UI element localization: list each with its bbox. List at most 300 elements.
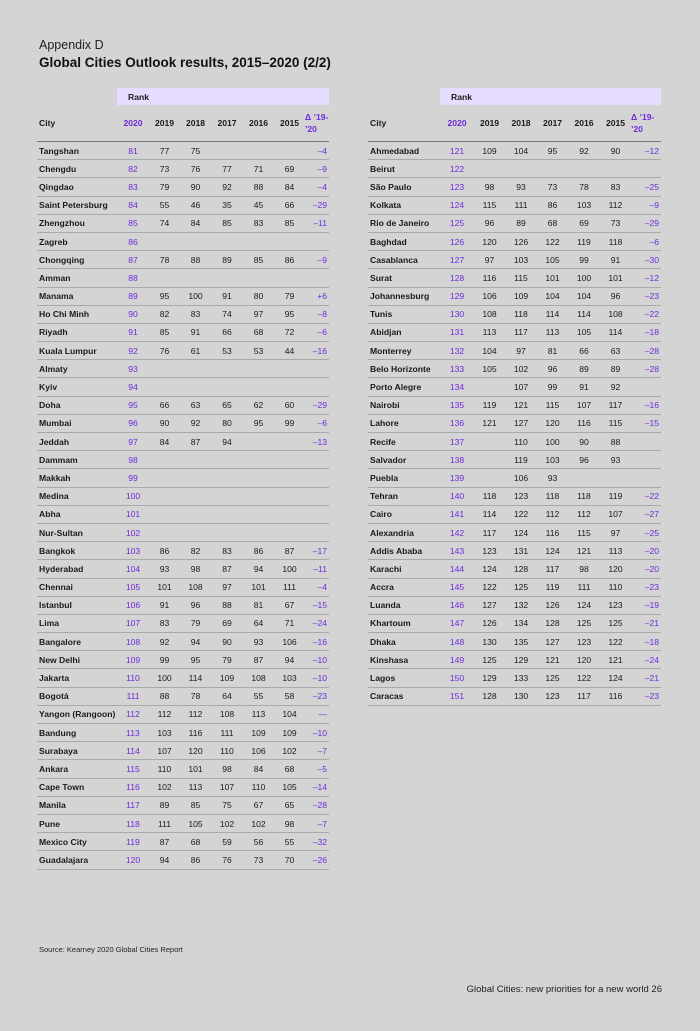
rank-2017: 86 [537, 196, 568, 214]
rank-2020: 84 [117, 196, 149, 214]
rank-2017: 95 [537, 142, 568, 160]
rank-2015: 105 [274, 778, 305, 796]
rank-2017 [211, 451, 243, 469]
rank-2019 [149, 451, 180, 469]
rank-2017: 128 [537, 614, 568, 632]
rank-2016 [243, 232, 274, 250]
rank-2017: 83 [211, 542, 243, 560]
rank-2019: 103 [149, 724, 180, 742]
rank-2018: 135 [505, 633, 537, 651]
city-name: Johannesburg [368, 287, 440, 305]
rank-2017: 108 [211, 705, 243, 723]
rank-2018: 133 [505, 669, 537, 687]
city-name: Salvador [368, 451, 440, 469]
rank-2019 [149, 505, 180, 523]
table-row [368, 487, 661, 505]
rank-2016: 114 [568, 305, 600, 323]
rank-change: –18 [631, 323, 661, 341]
city-name: Tangshan [37, 142, 117, 160]
table-row [37, 396, 329, 414]
rank-2015: 116 [600, 687, 631, 705]
city-name: Beirut [368, 160, 440, 178]
rank-2020: 81 [117, 142, 149, 160]
rank-2020: 119 [117, 833, 149, 851]
city-name: Khartoum [368, 614, 440, 632]
city-name: Manila [37, 796, 117, 814]
table-row [37, 305, 329, 323]
rank-2020: 147 [440, 614, 474, 632]
table-row [37, 724, 329, 742]
rank-2020: 114 [117, 742, 149, 760]
rank-2019: 88 [149, 687, 180, 705]
rank-2016: 95 [243, 414, 274, 432]
table-row [368, 251, 661, 269]
rank-2016: 68 [243, 323, 274, 341]
rank-2020: 128 [440, 269, 474, 287]
rank-2016: 81 [243, 596, 274, 614]
rank-2016: 96 [568, 451, 600, 469]
rank-change [305, 269, 329, 287]
rank-change: –10 [305, 651, 329, 669]
rank-2017: 99 [537, 378, 568, 396]
rank-2016: 88 [243, 178, 274, 196]
rank-2019: 87 [149, 833, 180, 851]
rank-change [305, 505, 329, 523]
year-2020-header: 2020 [440, 105, 474, 142]
rank-2020: 133 [440, 360, 474, 378]
rank-2019: 95 [149, 287, 180, 305]
city-name: Jeddah [37, 433, 117, 451]
rank-2017: 105 [537, 251, 568, 269]
rank-2016: 73 [243, 851, 274, 869]
rank-2019: 107 [149, 742, 180, 760]
city-name: Bangkok [37, 542, 117, 560]
city-name: Zagreb [37, 232, 117, 250]
rank-2018: 68 [180, 833, 211, 851]
rank-2018: 119 [505, 451, 537, 469]
rank-2019: 111 [149, 814, 180, 832]
table-row [37, 851, 329, 869]
rank-2018 [180, 487, 211, 505]
rank-2015: 102 [274, 742, 305, 760]
rank-change: –11 [305, 214, 329, 232]
table-row [37, 360, 329, 378]
rank-2016: 124 [568, 596, 600, 614]
city-name: Riyadh [37, 323, 117, 341]
table-row [37, 742, 329, 760]
city-name: Kuala Lumpur [37, 342, 117, 360]
rank-2015: 93 [600, 451, 631, 469]
table-row [37, 523, 329, 541]
rank-2017: 111 [211, 724, 243, 742]
table-row [37, 232, 329, 250]
rank-2015: 107 [600, 505, 631, 523]
rank-2020: 98 [117, 451, 149, 469]
rank-2015: 65 [274, 796, 305, 814]
rank-2019 [474, 469, 505, 487]
delta-header: Δ ’19- ’20 [631, 105, 661, 142]
rank-2016: 45 [243, 196, 274, 214]
rank-2016: 92 [568, 142, 600, 160]
table-row [368, 287, 661, 305]
rank-2020: 104 [117, 560, 149, 578]
rank-2016: 102 [243, 814, 274, 832]
rank-change: –15 [631, 414, 661, 432]
city-name: Dhaka [368, 633, 440, 651]
rank-2018 [180, 360, 211, 378]
rank-2020: 109 [117, 651, 149, 669]
rank-2019: 117 [474, 523, 505, 541]
city-name: Chennai [37, 578, 117, 596]
table-row [368, 178, 661, 196]
rank-2020: 99 [117, 469, 149, 487]
rank-2018: 85 [180, 796, 211, 814]
rank-2015: 103 [274, 669, 305, 687]
city-name: Nairobi [368, 396, 440, 414]
rank-2018: 125 [505, 578, 537, 596]
rank-change: –13 [305, 433, 329, 451]
rank-2015: 68 [274, 760, 305, 778]
rank-change: –12 [631, 142, 661, 160]
rank-2019: 86 [149, 542, 180, 560]
rank-2015: 100 [274, 560, 305, 578]
rank-2019 [149, 523, 180, 541]
rank-change [305, 451, 329, 469]
rank-change: –7 [305, 814, 329, 832]
rank-2016: 97 [243, 305, 274, 323]
rank-change [305, 360, 329, 378]
rank-2017 [211, 142, 243, 160]
rank-2016: 90 [568, 433, 600, 451]
rank-2017: 109 [211, 669, 243, 687]
rank-2016: 111 [568, 578, 600, 596]
rank-2017: 65 [211, 396, 243, 414]
rank-2019: 118 [474, 487, 505, 505]
rank-change: –16 [631, 396, 661, 414]
table-row [37, 596, 329, 614]
table-row [37, 378, 329, 396]
table-row [368, 305, 661, 323]
rank-2016: 108 [243, 669, 274, 687]
rank-2018: 122 [505, 505, 537, 523]
table-row [368, 505, 661, 523]
rank-2017: 107 [211, 778, 243, 796]
rank-2018: 115 [505, 269, 537, 287]
city-name: Alexandria [368, 523, 440, 541]
rank-2015: 96 [600, 287, 631, 305]
rank-2015: 73 [600, 214, 631, 232]
rank-2018: 104 [505, 142, 537, 160]
rank-2020: 86 [117, 232, 149, 250]
city-name: Saint Petersburg [37, 196, 117, 214]
rank-2015: 58 [274, 687, 305, 705]
rank-change: –16 [305, 633, 329, 651]
rank-change: –18 [631, 633, 661, 651]
table-row [368, 414, 661, 432]
rank-2015: 90 [600, 142, 631, 160]
table-row [37, 469, 329, 487]
rank-2020: 94 [117, 378, 149, 396]
rank-2019: 93 [149, 560, 180, 578]
rank-2020: 110 [117, 669, 149, 687]
rank-2019 [149, 360, 180, 378]
rank-2018: 127 [505, 414, 537, 432]
rank-2018: 82 [180, 542, 211, 560]
city-name: Karachi [368, 560, 440, 578]
city-name: Addis Ababa [368, 542, 440, 560]
rank-2019: 92 [149, 633, 180, 651]
rank-change: –9 [305, 251, 329, 269]
rank-2017 [211, 469, 243, 487]
city-name: Tehran [368, 487, 440, 505]
table-row [368, 396, 661, 414]
rank-2019: 76 [149, 342, 180, 360]
rank-change: –11 [305, 560, 329, 578]
table-row [37, 178, 329, 196]
rank-2016: 121 [568, 542, 600, 560]
city-name: Luanda [368, 596, 440, 614]
rank-2019: 105 [474, 360, 505, 378]
rank-2018: 78 [180, 687, 211, 705]
rank-2018: 91 [180, 323, 211, 341]
rank-2016: 62 [243, 396, 274, 414]
table-row [37, 487, 329, 505]
rank-2019: 82 [149, 305, 180, 323]
rank-2018: 126 [505, 232, 537, 250]
city-name: Bogotá [37, 687, 117, 705]
rank-2020: 117 [117, 796, 149, 814]
table-row [37, 578, 329, 596]
rank-2020: 149 [440, 651, 474, 669]
rank-2018: 101 [180, 760, 211, 778]
rank-2016: 67 [243, 796, 274, 814]
rank-2015: 124 [600, 669, 631, 687]
rank-2015: 70 [274, 851, 305, 869]
rank-2019: 85 [149, 323, 180, 341]
rank-2016: 107 [568, 396, 600, 414]
city-name: Abidjan [368, 323, 440, 341]
rank-2020: 93 [117, 360, 149, 378]
rank-2015 [274, 433, 305, 451]
table-row [37, 323, 329, 341]
appendix-label: Appendix D [39, 38, 104, 52]
rank-2017: 113 [537, 323, 568, 341]
rank-change: –25 [631, 523, 661, 541]
rank-2016: 118 [568, 487, 600, 505]
city-name: Accra [368, 578, 440, 596]
rank-2020: 127 [440, 251, 474, 269]
rank-2017 [211, 378, 243, 396]
rank-header: Rank [440, 88, 661, 105]
city-name: Chongqing [37, 251, 117, 269]
rank-2018: 96 [180, 596, 211, 614]
rank-2019 [149, 487, 180, 505]
rank-2016: 86 [243, 542, 274, 560]
rank-2015: 125 [600, 614, 631, 632]
rank-2017: 64 [211, 687, 243, 705]
rank-2017: 94 [211, 433, 243, 451]
rank-2020: 116 [117, 778, 149, 796]
city-name: Nur-Sultan [37, 523, 117, 541]
rank-2016: 55 [243, 687, 274, 705]
rank-2018: 102 [505, 360, 537, 378]
rank-2018: 86 [180, 851, 211, 869]
rank-2017: 112 [537, 505, 568, 523]
rank-2017: 77 [211, 160, 243, 178]
table-row [37, 705, 329, 723]
rank-2015: 87 [274, 542, 305, 560]
city-column-header: City [37, 105, 117, 142]
city-column-header: City [368, 105, 440, 142]
rank-2016: 53 [243, 342, 274, 360]
rank-change: –26 [305, 851, 329, 869]
table-row [37, 814, 329, 832]
city-name: Zhengzhou [37, 214, 117, 232]
table-row [368, 578, 661, 596]
rank-2016: 123 [568, 633, 600, 651]
rank-2015: 99 [274, 414, 305, 432]
rank-2020: 88 [117, 269, 149, 287]
rank-2017: 123 [537, 687, 568, 705]
rank-change [305, 487, 329, 505]
rank-2017: 96 [537, 360, 568, 378]
rank-2018: 129 [505, 651, 537, 669]
rank-2016: 125 [568, 614, 600, 632]
rank-2018: 113 [180, 778, 211, 796]
rank-2020: 118 [117, 814, 149, 832]
city-name: Caracas [368, 687, 440, 705]
rank-2017: 103 [537, 451, 568, 469]
rank-2016 [243, 469, 274, 487]
rank-change: –16 [305, 342, 329, 360]
rank-2017: 59 [211, 833, 243, 851]
rank-change: –27 [631, 505, 661, 523]
rank-2020: 137 [440, 433, 474, 451]
rank-2015: 44 [274, 342, 305, 360]
table-row [37, 651, 329, 669]
rank-2018: 116 [180, 724, 211, 742]
rank-2016: 115 [568, 523, 600, 541]
rank-2016: 101 [243, 578, 274, 596]
rank-2020: 143 [440, 542, 474, 560]
rank-2020: 85 [117, 214, 149, 232]
rank-2020: 100 [117, 487, 149, 505]
rank-2017: 100 [537, 433, 568, 451]
city-name: Kolkata [368, 196, 440, 214]
rank-change: –22 [631, 305, 661, 323]
rank-2018 [180, 451, 211, 469]
rank-change: –6 [305, 414, 329, 432]
rank-2017 [537, 160, 568, 178]
rank-2020: 130 [440, 305, 474, 323]
rank-2019: 106 [474, 287, 505, 305]
rank-2018: 92 [180, 414, 211, 432]
table-row [37, 796, 329, 814]
city-name: New Delhi [37, 651, 117, 669]
year-2017-header: 2017 [537, 105, 568, 142]
rank-2019: 119 [474, 396, 505, 414]
rank-change: –23 [305, 687, 329, 705]
rank-2019: 121 [474, 414, 505, 432]
rank-2017: 117 [537, 560, 568, 578]
rank-2018: 93 [505, 178, 537, 196]
rank-2020: 144 [440, 560, 474, 578]
rank-2020: 91 [117, 323, 149, 341]
rank-2019: 126 [474, 614, 505, 632]
rank-2020: 132 [440, 342, 474, 360]
rank-2020: 82 [117, 160, 149, 178]
rank-2016: 64 [243, 614, 274, 632]
rank-change: –23 [631, 287, 661, 305]
rank-2016 [243, 269, 274, 287]
rank-2015 [274, 378, 305, 396]
rank-2017: 79 [211, 651, 243, 669]
year-2017-header: 2017 [211, 105, 243, 142]
rank-change: –20 [631, 542, 661, 560]
rank-2017: 85 [211, 214, 243, 232]
rank-2015: 83 [600, 178, 631, 196]
rank-2016: 103 [568, 196, 600, 214]
rank-2015: 97 [600, 523, 631, 541]
rank-2020: 141 [440, 505, 474, 523]
rank-2018 [180, 269, 211, 287]
rank-change: –10 [305, 724, 329, 742]
rank-2020: 150 [440, 669, 474, 687]
rank-2019: 73 [149, 160, 180, 178]
rank-2019 [474, 160, 505, 178]
city-name: Porto Alegre [368, 378, 440, 396]
rank-2015: 66 [274, 196, 305, 214]
table-row [37, 214, 329, 232]
rank-change: –21 [631, 614, 661, 632]
table-row [37, 669, 329, 687]
rank-2016 [243, 360, 274, 378]
rank-2019: 129 [474, 669, 505, 687]
rank-2018: 79 [180, 614, 211, 632]
rank-2015: 101 [600, 269, 631, 287]
rank-2015: 94 [274, 651, 305, 669]
rank-change: –17 [305, 542, 329, 560]
rank-2017: 126 [537, 596, 568, 614]
table-row [368, 378, 661, 396]
rank-2020: 139 [440, 469, 474, 487]
rank-2020: 107 [117, 614, 149, 632]
rank-2020: 89 [117, 287, 149, 305]
page-footer: Global Cities: new priorities for a new world 26 [466, 984, 662, 995]
rank-2015: 98 [274, 814, 305, 832]
rank-header: Rank [117, 88, 329, 105]
rank-change: –29 [631, 214, 661, 232]
rank-2016: 104 [568, 287, 600, 305]
rank-2017: 81 [537, 342, 568, 360]
year-2016-header: 2016 [568, 105, 600, 142]
rank-2015: 108 [600, 305, 631, 323]
rank-change: –23 [631, 578, 661, 596]
rank-2019: 112 [149, 705, 180, 723]
rank-change: –29 [305, 396, 329, 414]
rank-2020: 83 [117, 178, 149, 196]
rank-2015: 95 [274, 305, 305, 323]
rank-2017: 87 [211, 560, 243, 578]
rank-2016: 106 [243, 742, 274, 760]
rank-2018: 124 [505, 523, 537, 541]
table-row [368, 142, 661, 160]
rank-2018: 105 [180, 814, 211, 832]
city-name: Surat [368, 269, 440, 287]
rank-2020: 136 [440, 414, 474, 432]
city-name: Surabaya [37, 742, 117, 760]
rank-2020: 87 [117, 251, 149, 269]
